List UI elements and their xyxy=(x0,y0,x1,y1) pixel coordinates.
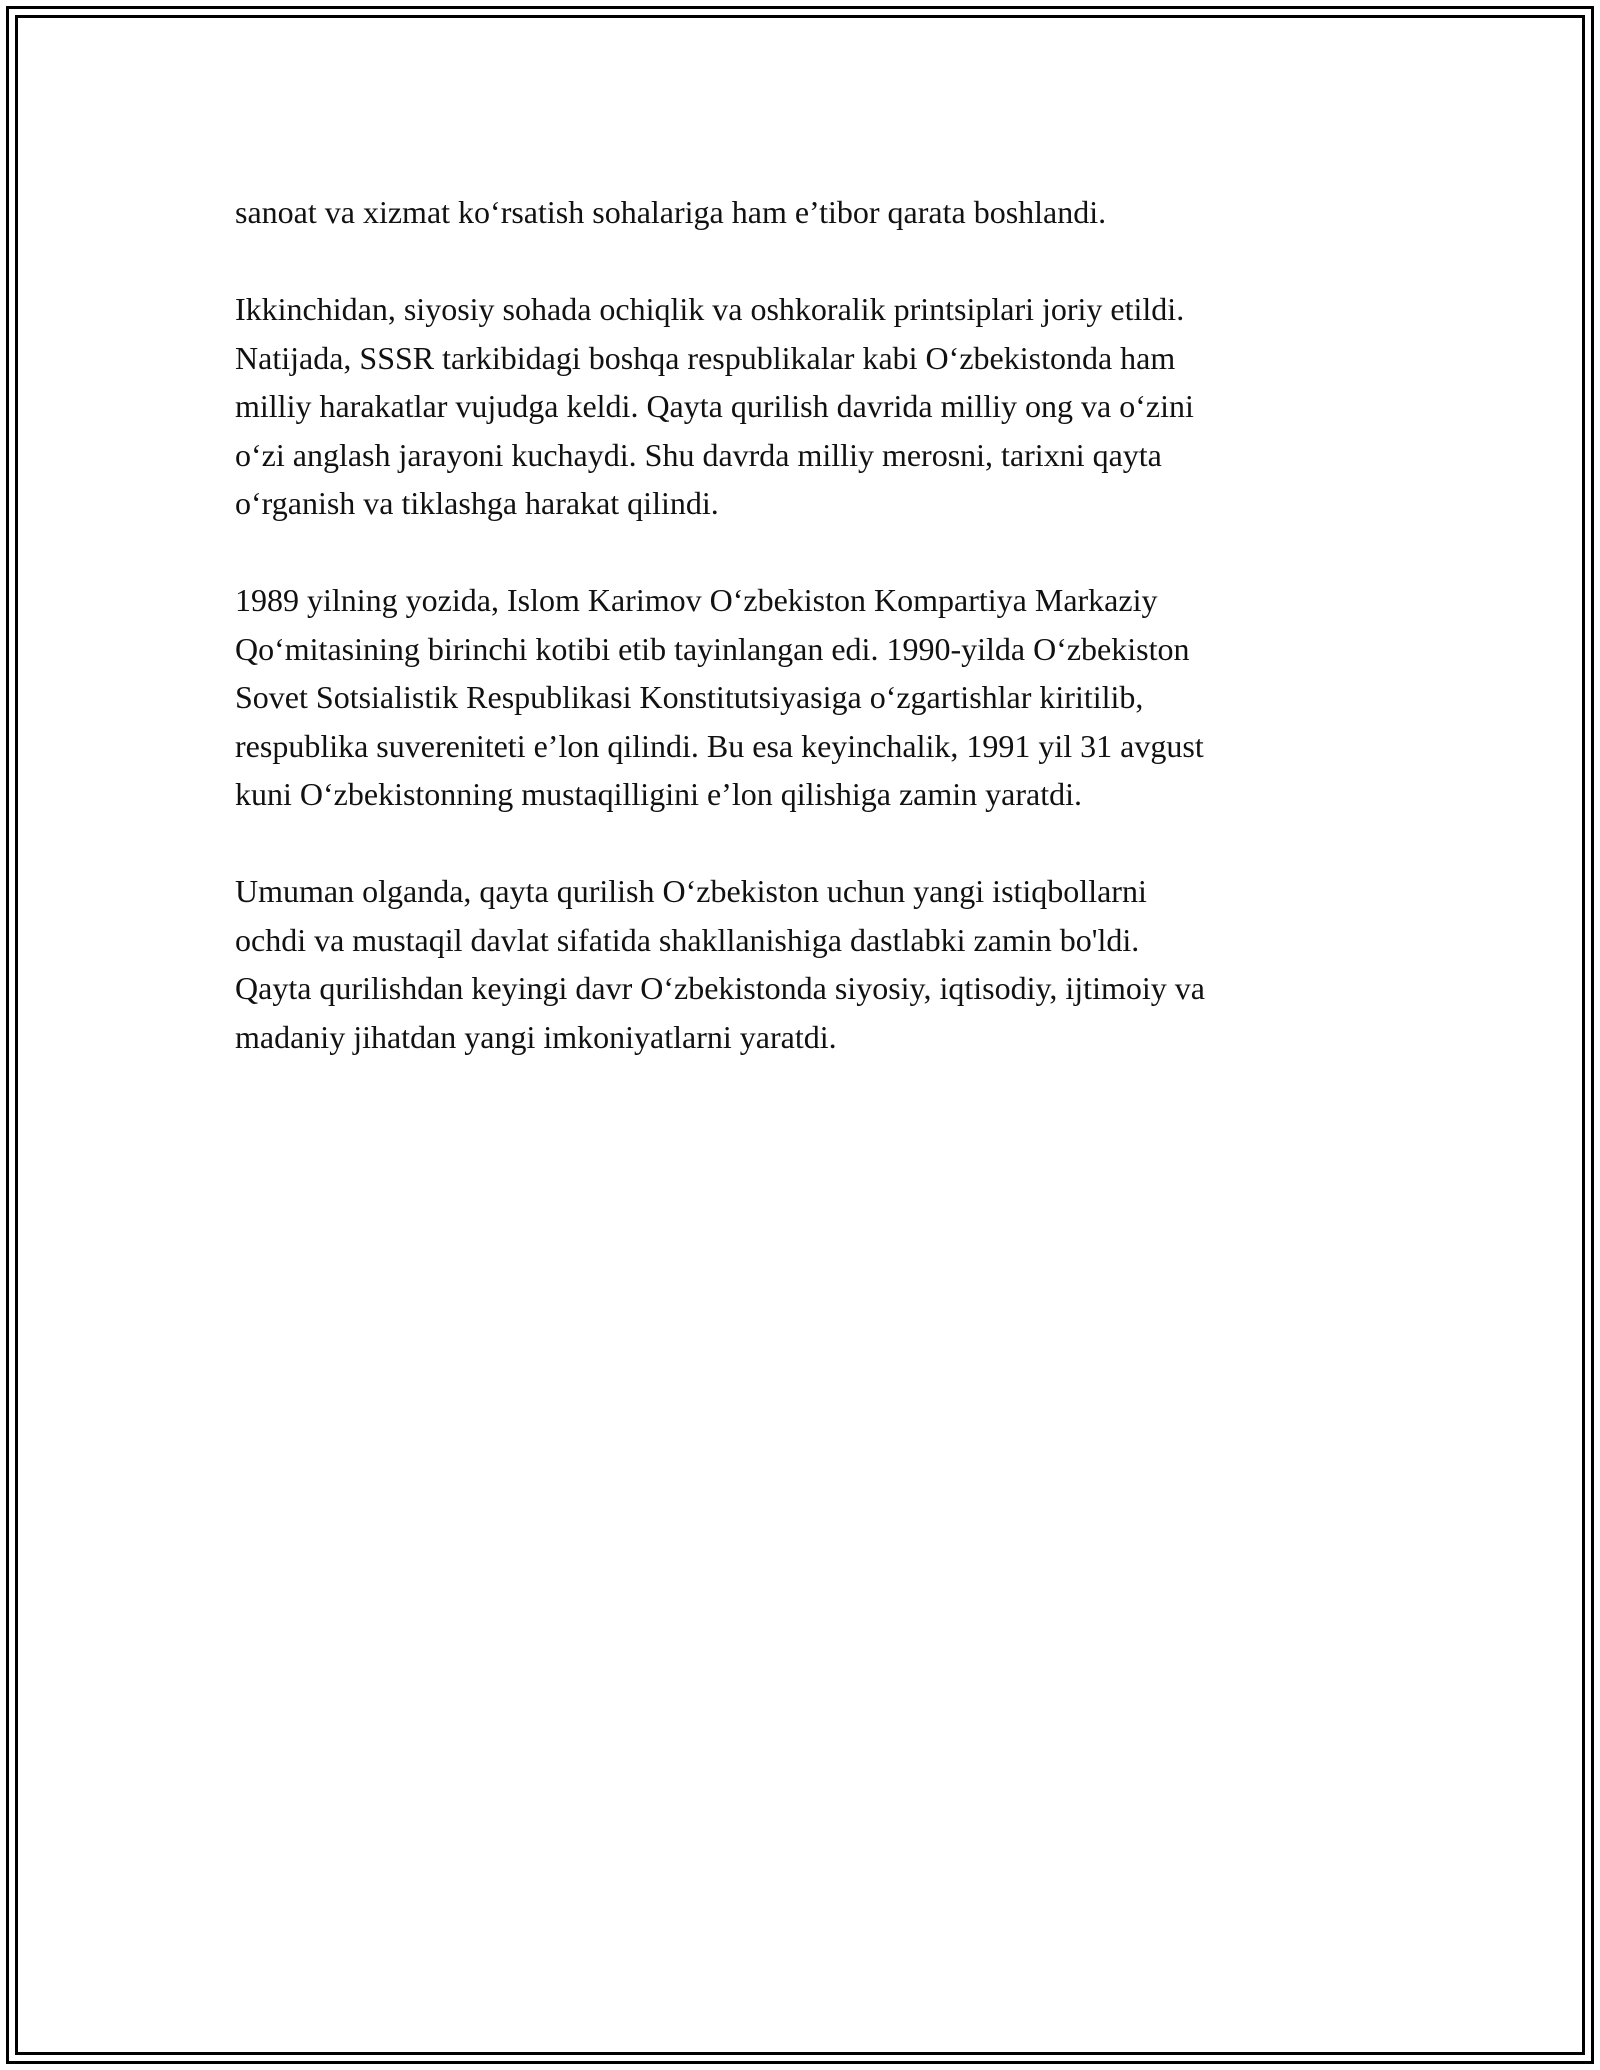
text-line: milliy harakatlar vujudga keldi. Qayta qurilish davrida milliy ong va o‘zini xyxy=(235,388,1194,424)
paragraph-2 xyxy=(235,285,1365,528)
paragraph-3 xyxy=(235,576,1365,819)
text-line: Qo‘mitasining birinchi kotibi etib tayinlangan edi. 1990-yilda O‘zbekiston xyxy=(235,630,1190,667)
text-line: madaniy jihatdan yangi imkoniyatlarni yaratdi. xyxy=(235,1018,837,1055)
text-line: o‘zi anglash jarayoni kuchaydi. Shu davrda milliy merosni, tarixni qayta xyxy=(235,436,1162,473)
paragraph-1 xyxy=(235,188,1365,237)
text-line: o‘rganish va tiklashga harakat qilindi. xyxy=(235,485,719,521)
text-line: 1989 yilning yozida, Islom Karimov O‘zbekiston Kompartiya Markaziy xyxy=(235,582,1158,618)
document-body xyxy=(235,188,1365,1110)
text-line: sanoat va xizmat ko‘rsatish sohalariga ham e’tibor qarata boshlandi. xyxy=(235,194,1107,230)
text-line: Sovet Sotsialistik Respublikasi Konstitutsiyasiga o‘zgartishlar kiritilib, xyxy=(235,679,1144,715)
text-line: respublika suvereniteti e’lon qilindi. Bu esa keyinchalik, 1991 yil 31 avgust xyxy=(235,727,1204,764)
text-line: kuni O‘zbekistonning mustaqilligini e’lon qilishiga zamin yaratdi. xyxy=(235,776,1082,812)
text-line: ochdi va mustaqil davlat sifatida shakllanishiga dastlabki zamin bo'ldi. xyxy=(235,921,1140,958)
text-line: Umuman olganda, qayta qurilish O‘zbekiston uchun yangi istiqbollarni xyxy=(235,873,1147,909)
paragraph-4 xyxy=(235,867,1365,1061)
text-line: Qayta qurilishdan keyingi davr O‘zbekistonda siyosiy, iqtisodiy, ijtimoiy va xyxy=(235,970,1205,1006)
text-line: Natijada, SSSR tarkibidagi boshqa respublikalar kabi O‘zbekistonda ham xyxy=(235,339,1176,376)
text-line: Ikkinchidan, siyosiy sohada ochiqlik va oshkoralik printsiplari joriy etildi. xyxy=(235,291,1185,327)
